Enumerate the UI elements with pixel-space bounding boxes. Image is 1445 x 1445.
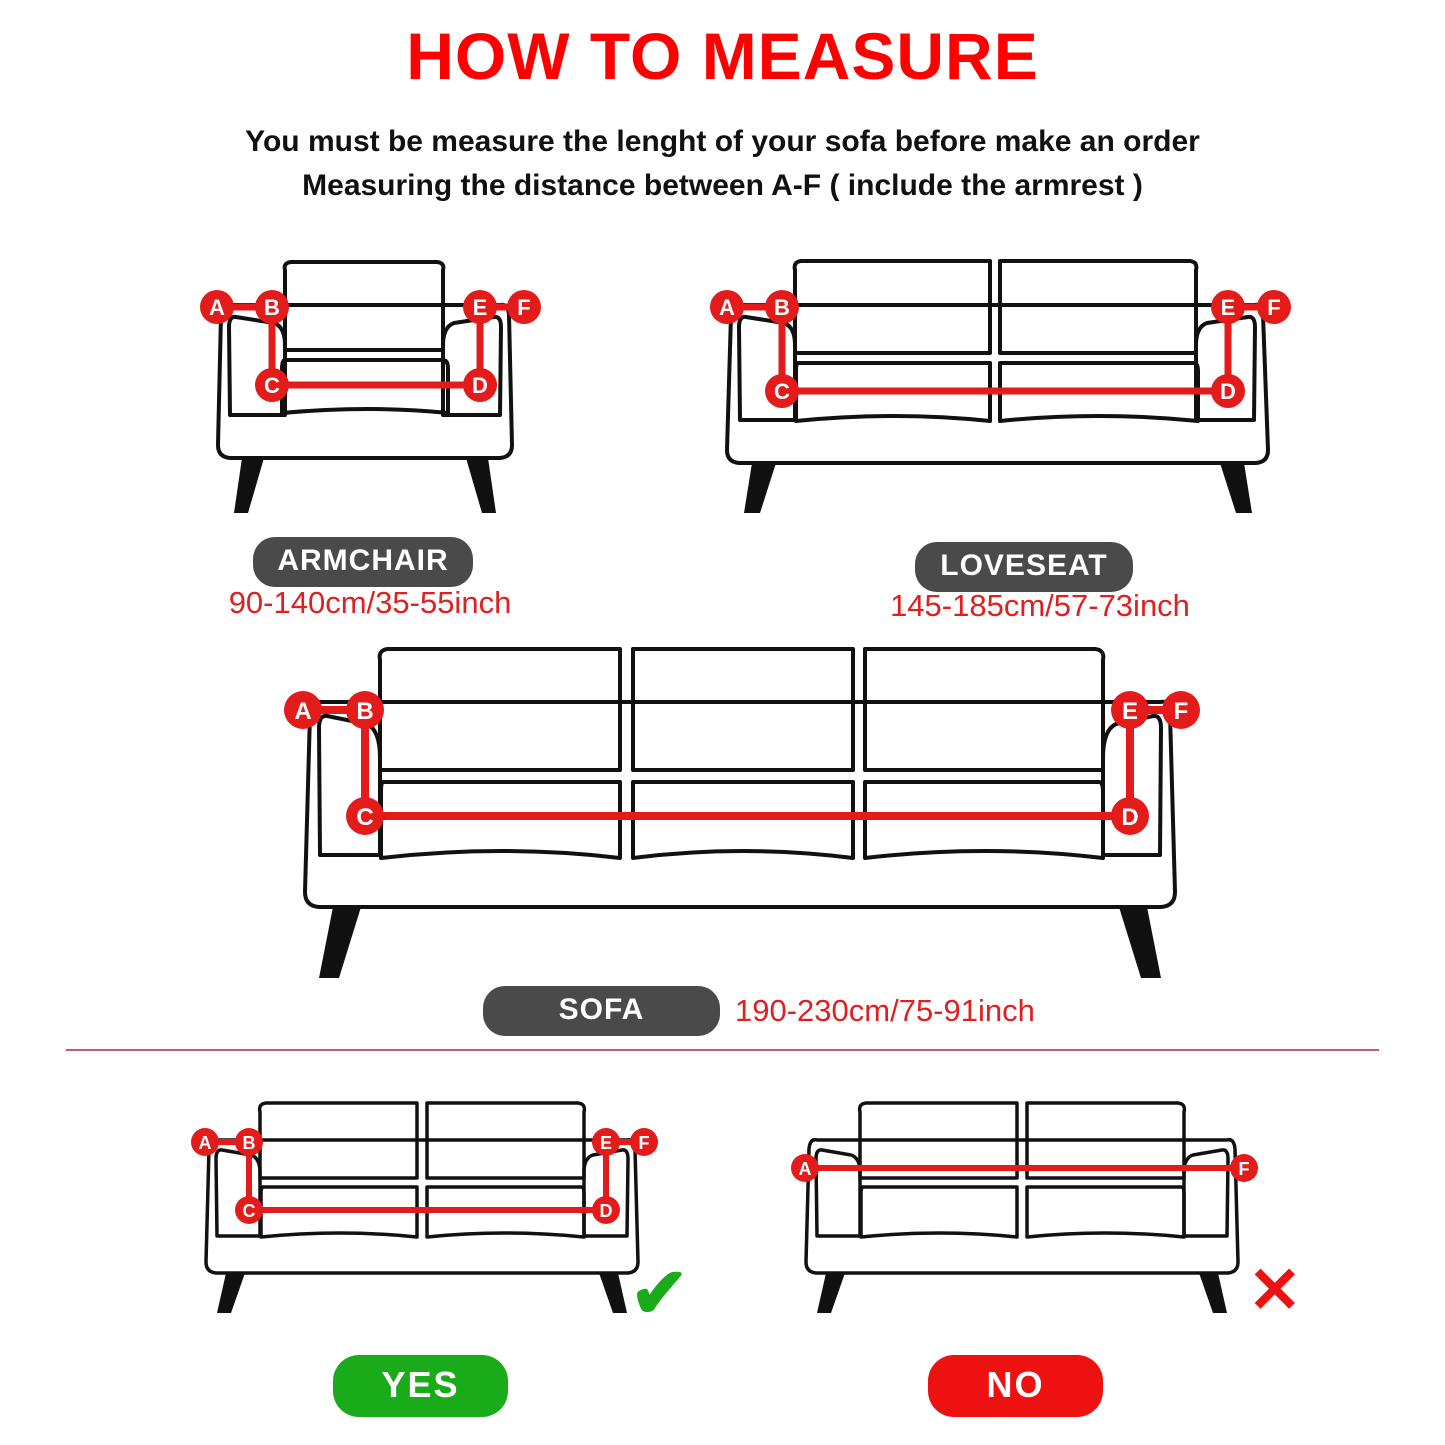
svg-text:B: B (774, 295, 790, 320)
armchair-diagram (190, 245, 570, 515)
svg-text:A: A (719, 295, 735, 320)
svg-text:E: E (599, 1133, 613, 1153)
svg-text:E: E (1121, 698, 1139, 725)
correct-example-diagram (185, 1090, 665, 1315)
cross-mark-icon: ✕ (1248, 1254, 1302, 1326)
svg-text:E: E (1220, 295, 1236, 320)
sofa-diagram (275, 630, 1205, 980)
svg-text:F: F (1267, 295, 1281, 320)
sofa-dimension: 190-230cm/75-91inch (735, 993, 1035, 1028)
svg-text:F: F (1238, 1159, 1250, 1179)
svg-text:A: A (294, 698, 312, 725)
loveseat-label: LOVESEAT (940, 549, 1108, 582)
svg-text:C: C (242, 1201, 256, 1221)
page-subtitle (0, 120, 1445, 207)
svg-text:D: D (1220, 379, 1236, 404)
sofa-label-badge (483, 986, 720, 1036)
svg-text:D: D (472, 373, 488, 398)
subtitle-line-2: Measuring the distance between A-F ( include the armrest ) (302, 168, 1143, 202)
svg-text:D: D (1121, 804, 1139, 831)
svg-text:E: E (472, 295, 488, 320)
loveseat-diagram (700, 245, 1300, 515)
svg-text:D: D (599, 1201, 613, 1221)
incorrect-example-diagram (785, 1090, 1265, 1315)
svg-text:A: A (798, 1159, 812, 1179)
svg-text:F: F (1173, 698, 1189, 725)
svg-text:A: A (198, 1133, 212, 1153)
armchair-label: ARMCHAIR (277, 544, 449, 577)
sofa-label: SOFA (558, 993, 645, 1026)
svg-text:F: F (638, 1133, 650, 1153)
no-badge (928, 1355, 1103, 1417)
svg-text:C: C (264, 373, 280, 398)
section-divider (66, 1049, 1379, 1051)
page-title: HOW TO MEASURE (406, 19, 1039, 93)
svg-text:B: B (264, 295, 280, 320)
svg-text:B: B (356, 698, 374, 725)
svg-text:C: C (774, 379, 790, 404)
yes-badge (333, 1355, 508, 1417)
subtitle-line-1: You must be measure the lenght of your sofa before make an order (245, 125, 1200, 158)
svg-text:A: A (209, 295, 225, 320)
yes-label: YES (381, 1364, 460, 1405)
svg-text:B: B (242, 1133, 256, 1153)
loveseat-label-badge (915, 542, 1133, 592)
loveseat-dimension: 145-185cm/57-73inch (890, 588, 1190, 623)
armchair-label-badge (253, 537, 473, 587)
svg-text:C: C (356, 804, 374, 831)
no-label: NO (986, 1364, 1045, 1405)
svg-text:F: F (517, 295, 531, 320)
check-mark-icon: ✔ (630, 1254, 689, 1332)
armchair-dimension: 90-140cm/35-55inch (228, 585, 512, 620)
